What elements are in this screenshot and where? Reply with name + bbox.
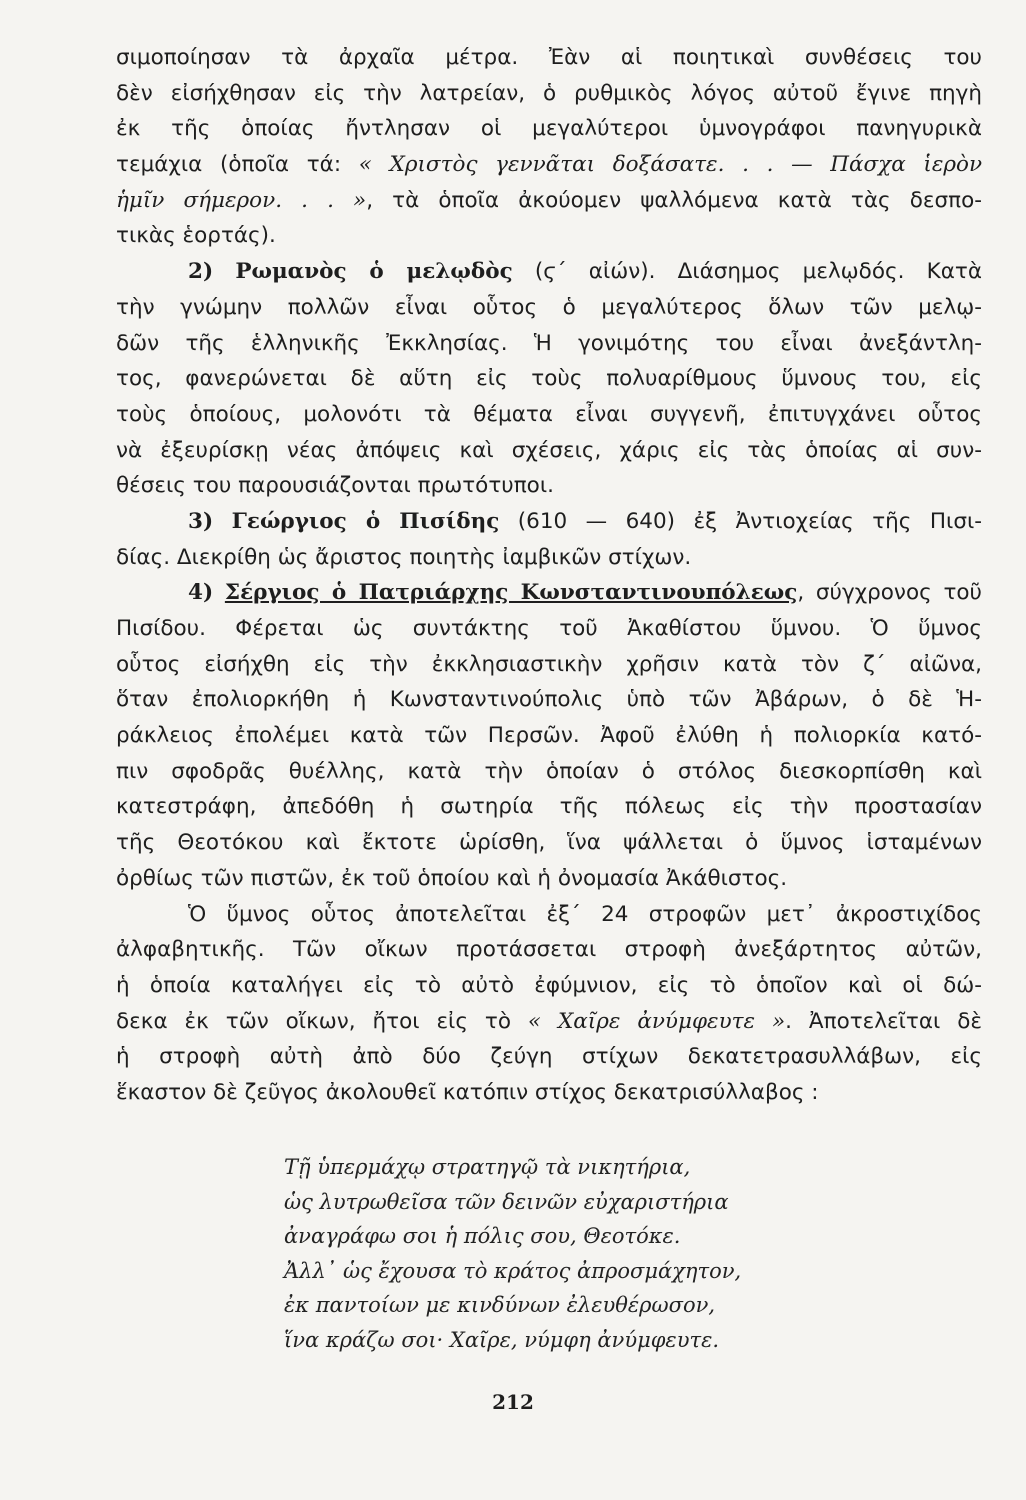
text-run: (ϛ΄ αἰών). Διάσημος μελῳδός. Κατὰ (512, 259, 982, 285)
section-number: 4) (188, 580, 214, 606)
text-line: ράκλειος ἐπολέμει κατὰ τῶν Περσῶν. Ἀφοῦ ἐλύθη ἡ πολιορκία κατό- (116, 723, 982, 749)
text-line: δῶν τῆς ἑλληνικῆς Ἐκκλησίας. Ἡ γονιμότης του εἶναι ἀνεξάντλη- (116, 330, 982, 356)
text-line: τὴν γνώμην πολλῶν εἶναι οὗτος ὁ μεγαλύτερος ὅλων τῶν μελῳ- (116, 294, 982, 320)
text-run: τεμάχια (ὁποῖα τά: (116, 152, 359, 178)
poem-line: ἵνα κράζω σοι· Χαῖρε, νύμφη ἀνύμφευτε. (284, 1327, 720, 1352)
text-run: , τὰ ὁποῖα ἀκούομεν ψαλλόμενα κατὰ τὰς δεσπο- (366, 187, 982, 213)
section-romanos (116, 254, 982, 290)
text-line: πιν σφοδρᾶς θυέλλης, κατὰ τὴν ὁποίαν ὁ στόλος διεσκορπίσθη καὶ (116, 758, 982, 784)
text-line: ἕκαστον δὲ ζεῦγος ἀκολουθεῖ κατόπιν στίχος δεκατρισύλλαβος : (116, 1079, 819, 1105)
text-run: , σύγχρονος τοῦ (797, 580, 982, 606)
section-sergios (116, 575, 982, 611)
text-line: οὗτος εἰσήχθη εἰς τὴν ἐκκλησιαστικὴν χρῆσιν κατὰ τὸν ζ΄ αἰῶνα, (116, 651, 982, 677)
poem-line: Τῇ ὑπερμάχῳ στρατηγῷ τὰ νικητήρια, (284, 1155, 691, 1179)
text-line: ἡ ὁποία καταλήγει εἰς τὸ αὐτὸ ἐφύμνιον, εἰς τὸ ὁποῖον καὶ οἱ δώ- (116, 972, 982, 998)
section-georgios (116, 504, 982, 540)
text-line: τῆς Θεοτόκου καὶ ἔκτοτε ὡρίσθη, ἵνα ψάλλεται ὁ ὕμνος ἱσταμένων (116, 830, 982, 856)
refrain-quote: « Χαῖρε ἀνύμφευτε » (527, 1008, 786, 1034)
section-number: 2) (188, 259, 214, 285)
text-line: Ὁ ὕμνος οὗτος ἀποτελεῖται ἐξ΄ 24 στροφῶν μετ᾽ ἀκροστιχίδος (188, 901, 982, 927)
poem-line: ἐκ παντοίων με κινδύνων ἐλευθέρωσον, (284, 1293, 716, 1318)
text-line: κατεστράφη, ἀπεδόθη ἡ σωτηρία τῆς πόλεως εἰς τὴν προστασίαν (116, 794, 982, 820)
text-line: τοὺς ὁποίους, μολονότι τὰ θέματα εἶναι συγγενῆ, ἐπιτυγχάνει οὗτος (116, 401, 982, 427)
text-line (116, 147, 982, 183)
kontakion-poem (284, 1150, 741, 1358)
section-heading: Γεώργιος ὁ Πισίδης (231, 508, 500, 534)
text-line: τικὰς ἑορτάς). (116, 223, 276, 249)
text-run: (610 — 640) ἐξ Ἀντιοχείας τῆς Πισι- (499, 508, 982, 534)
text-line: θέσεις του παρουσιάζονται πρωτότυποι. (116, 473, 554, 499)
text-line: σιμοποίησαν τὰ ἀρχαῖα μέτρα. Ἐὰν αἱ ποιητικαὶ συνθέσεις του (116, 45, 982, 70)
section-heading: Ρωμανὸς ὁ μελῳδὸς (235, 259, 513, 285)
text-line: δίας. Διεκρίθη ὡς ἄριστος ποιητὴς ἰαμβικῶν στίχων. (116, 544, 692, 570)
text-line: ὅταν ἐπολιορκήθη ἡ Κωνσταντινούπολις ὑπὸ τῶν Ἀβάρων, ὁ δὲ Ἡ- (116, 687, 982, 713)
text-line: τος, φανερώνεται δὲ αὕτη εἰς τοὺς πολυαρίθμους ὕμνους του, εἰς (116, 366, 982, 392)
text-line (116, 1004, 982, 1040)
page-number: 212 (492, 1390, 534, 1414)
body-text (116, 40, 982, 1111)
quoted-hymn-incipits: « Χριστὸς γεννᾶται δοξάσατε. . . — Πάσχα ἱερὸν (358, 152, 983, 178)
text-run: δεκα ἐκ τῶν οἴκων, ἤτοι εἰς τὸ (116, 1008, 528, 1034)
text-line (116, 183, 982, 219)
section-heading: Σέργιος ὁ Πατριάρχης Κωνσταντινουπόλεως (224, 580, 798, 606)
poem-line: ἀναγράφω σοι ἡ πόλις σου, Θεοτόκε. (284, 1224, 681, 1249)
text-run: . Ἀποτελεῖται δὲ (785, 1008, 982, 1034)
text-line: νὰ ἐξευρίσκῃ νέας ἀπόψεις καὶ σχέσεις, χάρις εἰς τὰς ὁποίας αἱ συν- (116, 437, 982, 463)
text-line: ἡ στροφὴ αὐτὴ ἀπὸ δύο ζεύγη στίχων δεκατετρασυλλάβων, εἰς (116, 1044, 982, 1070)
text-line: Πισίδου. Φέρεται ὡς συντάκτης τοῦ Ἀκαθίστου ὕμνου. Ὁ ὕμνος (116, 616, 982, 641)
section-number: 3) (188, 508, 214, 534)
poem-line: ὡς λυτρωθεῖσα τῶν δεινῶν εὐχαριστήρια (284, 1189, 729, 1214)
text-line: ἐκ τῆς ὁποίας ἤντλησαν οἱ μεγαλύτεροι ὑμνογράφοι πανηγυρικὰ (116, 116, 982, 142)
text-line: δὲν εἰσήχθησαν εἰς τὴν λατρείαν, ὁ ρυθμικὸς λόγος αὐτοῦ ἔγινε πηγὴ (116, 80, 982, 106)
poem-line: Ἀλλ᾽ ὡς ἔχουσα τὸ κράτος ἀπροσμάχητον, (284, 1258, 742, 1283)
text-line: ὀρθίως τῶν πιστῶν, ἐκ τοῦ ὁποίου καὶ ἡ ὀνομασία Ἀκάθιστος. (116, 865, 788, 891)
text-line: ἀλφαβητικῆς. Τῶν οἴκων προτάσσεται στροφὴ ἀνεξάρτητος αὐτῶν, (116, 937, 982, 963)
quoted-hymn-incipits: ἡμῖν σήμερον. . . » (116, 187, 367, 213)
